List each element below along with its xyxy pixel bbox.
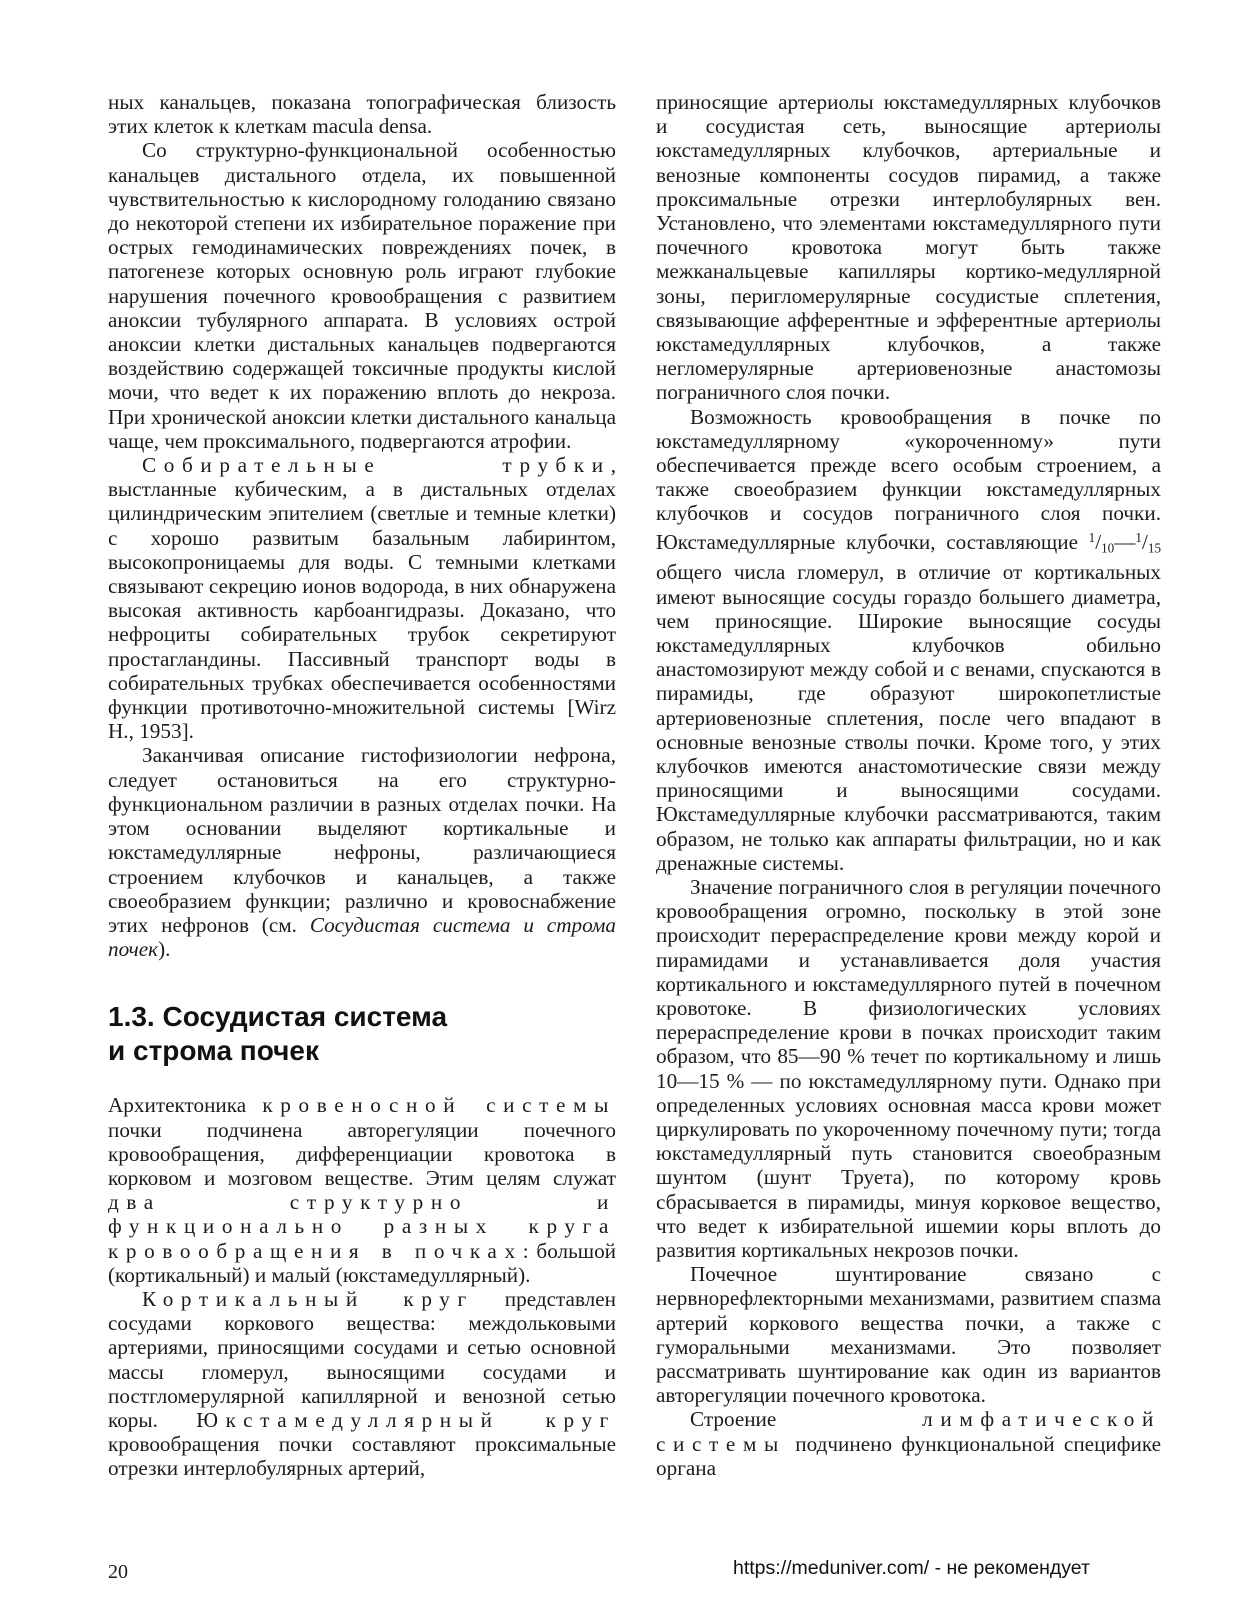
paragraph-text: Строение — [690, 1407, 923, 1432]
section-heading — [108, 1000, 616, 1068]
paragraph-text: кровообращения почки составляют проксимальные отрезки интерлобулярных артерий, — [108, 1432, 616, 1481]
paragraph-text: Заканчивая описание гистофизиологии нефрона, следует остановиться на его структурно-функциональном различии в разных отделах почки. На этом основании выделяют кортикальные и юкстамедуллярные нефроны, различающиеся строением клубочков и канальцев, а также своеобразием функции; различно и кровоснабжение этих нефронов (см. — [108, 743, 616, 937]
paragraph: Почечное шунтирование связано с нервнорефлекторными механизмами, развитием спазма артерий коркового вещества почки, а также с гуморальными механизмами. Это позволяет рассматривать шунтирование как один из вариантов авторегуляции почечного кровотока. — [656, 1262, 1161, 1408]
paragraph-text: : большой (кортикальный) и малый (юкстамедуллярный). — [108, 1238, 616, 1287]
section-heading-line: и строма почек — [108, 1035, 319, 1067]
paragraph-text: Возможность кровообращения в почке по юкстамедуллярному «укороченному» пути обеспечивается прежде всего особым строением, а также своеобразием функции юкстамедуллярных клубочков и сосудов пограничного слоя почки. Юкстамедуллярные клубочки, составляющие — [656, 404, 1161, 554]
paragraph — [108, 1287, 616, 1481]
paragraph-text: общего числа гломерул, в отличие от кортикальных имеют выносящие сосуды гораздо большего диаметра, чем приносящие. Широкие выносящие сосуды юкстамедуллярных клубочков обильно анастомозируют между собой и с венами, спускаются в пирамиды, где образуют широкопетлистые артериовенозные сплетения, после чего впадают в основные венозные стволы почки. Кроме того, у этих клубочков имеются анастомотические связи между приносящими и выносящими сосудами. Юкстамедуллярные клубочки рассматриваются, таким образом, не только как аппараты фильтрации, но и как дренажные системы. — [656, 560, 1161, 875]
paragraph — [108, 1093, 616, 1287]
fraction-numerator: 1 — [1135, 529, 1142, 545]
spaced-term: два структурно и функционально разных круга кровообращения в почках — [108, 1190, 616, 1263]
paragraph: Возможность кровообращения в почке по юкстамедуллярному «укороченному» пути обеспечивается прежде всего особым строением, а также своеобразием функции юкстамедуллярных клубочков и сосудов пограничного слоя почки. Юкстамедуллярные клубочки, составляющие $^1/_{10}—^1/_{15}$ общего числа гломерул, в отличие от кортикальных имеют выносящие сосуды гораздо большего диаметра, чем приносящие. Широкие выносящие сосуды юкстамедуллярных клубочков обильно анастомозируют между собой и с венами, спускаются в пирамиды, где образуют широкопетлистые артериовенозные сплетения, после чего впадают в основные венозные стволы почки. Кроме того, у этих клубочков имеются анастомотические связи между приносящими и выносящими сосудами. Юкстамедуллярные клубочки рассматриваются, таким образом, не только как аппараты фильтрации, но и как дренажные системы. — [656, 404, 1161, 875]
spaced-term: Юкстамедуллярный круг — [196, 1407, 616, 1432]
paragraph: приносящие артериолы юкстамедуллярных клубочков и сосудистая сеть, выносящие артериолы юкстамедуллярных клубочков, артериальные и венозные компоненты сосудов пирамид, а также проксимальные отрезки интерлобулярных вен. Установлено, что элементами юкстамедуллярного пути почечного кровотока могут быть также межканальцевые капилляры кортико-медуллярной зоны, перигломерулярные сосудистые сплетения, связывающие афферентные и эфферентные артериолы юкстамедуллярных клубочков, а также негломерулярные артериовенозные анастомозы пограничного слоя почки. — [656, 90, 1161, 405]
paragraph: ных канальцев, показана топографическая близость этих клеток к клеткам macula densa. — [108, 90, 616, 139]
fraction-numerator: 1 — [1088, 529, 1096, 545]
cross-reference: Сосудистая система и строма почек — [108, 912, 616, 962]
paragraph — [108, 453, 616, 743]
spaced-term: кровеносной системы — [262, 1093, 616, 1118]
left-column — [108, 90, 616, 1481]
spaced-term: Кортикальный круг — [142, 1286, 474, 1311]
paragraph-text: , выстланные кубическим, а в дистальных отделах цилиндрическим эпителием (светлые и темные клетки) с хорошо развитым базальным лабиринтом, высокопроницаемы для воды. С темными клетками связывают секрецию ионов водорода, в них обнаружена высокая активность карбоангидразы. Доказано, что нефроциты собирательных трубок секретируют простагландины. Пассивный транспорт воды в собирательных трубках обеспечивается особенностями функции противоточно-множительной системы [Wirz H., 1953]. — [108, 453, 616, 744]
section-heading-line: 1.3. Сосудистая система — [108, 1001, 448, 1033]
paragraph-text: представлен сосудами коркового вещества: междольковыми артериями, приносящими сосудами и сетью основной массы гломерул, выносящими сосудами и постгломерулярной капиллярной и венозной сетью коры. — [108, 1286, 616, 1432]
spaced-term: Собирательные трубки — [142, 453, 611, 478]
paragraph: Значение пограничного слоя в регуляции почечного кровообращения огромно, поскольку в этой зоне происходит перераспределение крови между корой и пирамидами и устанавливается доля участия кортикального и юкстамедуллярного путей в почечном кровотоке. В физиологических условиях перераспределение крови в почках происходит таким образом, что 85—90 % течет по кортикальному и лишь 10—15 % — по юкстамедуллярному пути. Однако при определенных условиях основная масса крови может циркулировать по укороченному почечному пути; тогда юкстамедуллярный путь становится своеобразным шунтом (шунт Труета), по которому кровь сбрасывается в пирамиды, минуя корковое вещество, что ведет к избирательной ишемии коры вплоть до развития кортикальных некрозов почки. — [656, 875, 1161, 1263]
footer-url-note: https://meduniver.com/ - не рекомендует — [733, 1557, 1090, 1579]
fraction-dash: — — [1114, 529, 1136, 554]
paragraph-text: ). — [158, 937, 171, 962]
paragraph — [108, 743, 616, 961]
paragraph — [656, 1407, 1161, 1480]
spaced-term: лимфатической системы — [656, 1407, 1161, 1456]
right-column — [656, 90, 1161, 1480]
fraction-denominator: 15 — [1147, 540, 1161, 556]
paragraph: Со структурно-функциональной особенностью канальцев дистального отдела, их повышенной чувствительностью к кислородному голоданию связано до некоторой степени их избирательное поражение при острых гемодинамических повреждениях почек, в патогенезе которых основную роль играют глубокие нарушения почечного кровообращения с развитием аноксии тубулярного аппарата. В условиях острой аноксии клетки дистальных канальцев подвергаются воздействию содержащей токсичные продукты кислой мочи, что ведет к их поражению вплоть до некроза. При хронической аноксии клетки дистального канальца чаще, чем проксимального, подвергаются атрофии. — [108, 138, 616, 453]
fraction-denominator: 10 — [1101, 540, 1115, 556]
paragraph-text: Архитектоника — [108, 1093, 263, 1118]
page-number: 20 — [108, 1561, 128, 1583]
paragraph-text: почки подчинена авторегуляции почечного кровообращения, дифференциации кровотока в корковом и мозговом веществе. Этим целям служат — [108, 1117, 616, 1190]
paragraph-text: подчинено функциональной специфике органа — [656, 1431, 1161, 1480]
